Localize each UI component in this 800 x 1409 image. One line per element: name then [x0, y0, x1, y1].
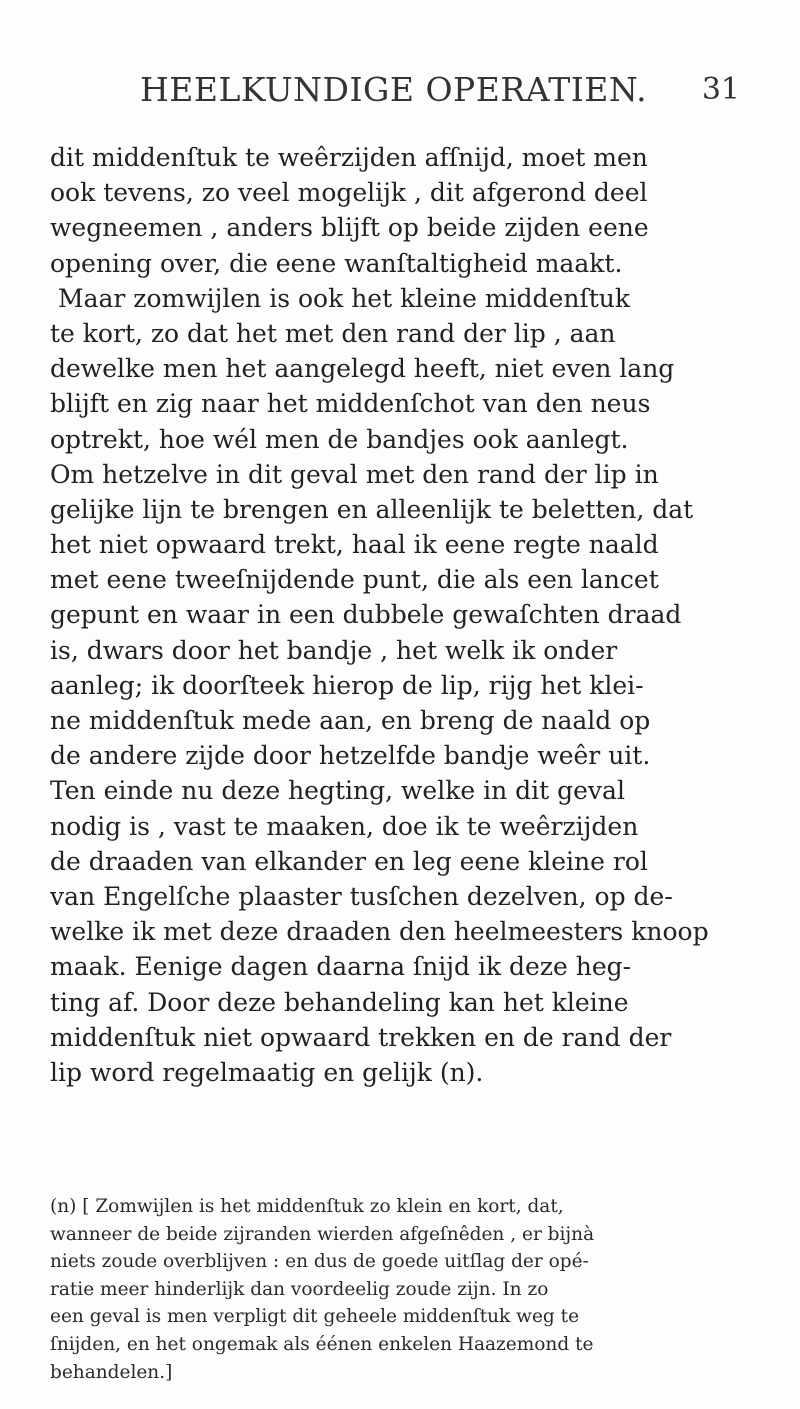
body-text	[50, 140, 750, 1090]
text-line: Ten einde nu deze hegting, welke in dit geval	[50, 776, 625, 806]
footnote-line: een geval is men verpligt dit geheele middenſtuk weg te	[50, 1306, 580, 1328]
footnote-line: ratie meer hinderlijk dan voordeelig zoude zijn. In zo	[50, 1278, 549, 1300]
text-line: dewelke men het aangelegd heeft, niet even lang	[50, 354, 675, 384]
text-line: middenſtuk niet opwaard trekken en de rand der	[50, 1022, 672, 1052]
text-line: van Engelſche plaaster tusſchen dezelven, op de-	[50, 881, 673, 911]
text-line: ook tevens, zo veel mogelijk , dit afgerond deel	[50, 178, 648, 208]
running-head	[140, 70, 740, 114]
page-number: 31	[701, 72, 740, 107]
text-line: Maar zomwijlen is ook het kleine middenſtuk	[58, 283, 631, 313]
text-line: aanleg; ik doorſteek hierop de lip, rijg het klei-	[50, 670, 644, 700]
footnote-line: niets zoude overblijven : en dus de goede uitſlag der opé-	[50, 1251, 589, 1273]
text-line: welke ik met deze draaden den heelmeesters knoop	[50, 917, 709, 947]
text-line: de draaden van elkander en leg eene kleine rol	[50, 846, 648, 876]
text-line: opening over, die eene wanſtaltigheid maakt.	[50, 248, 623, 278]
text-line: optrekt, hoe wél men de bandjes ook aanlegt.	[50, 424, 629, 454]
text-line: ting af. Door deze behandeling kan het kleine	[50, 987, 629, 1017]
text-line: Om hetzelve in dit geval met den rand der lip in	[50, 459, 659, 489]
text-line: nodig is , vast te maaken, doe ik te weêrzijden	[50, 811, 639, 841]
text-line: te kort, zo dat het met den rand der lip , aan	[50, 318, 616, 348]
footnote-line: (n) [ Zomwijlen is het middenſtuk zo klein en kort, dat,	[50, 1196, 564, 1217]
text-line: maak. Eenige dagen daarna ſnijd ik deze heg-	[50, 952, 632, 982]
footnote	[50, 1193, 750, 1386]
footnote-line: behandelen.]	[50, 1361, 173, 1383]
text-line: gelijke lijn te brengen en alleenlijk te beletten, dat	[50, 494, 694, 524]
text-line: wegneemen , anders blijft op beide zijden eene	[50, 213, 649, 243]
text-line: is, dwars door het bandje , het welk ik onder	[50, 635, 618, 665]
text-line: dit middenſtuk te weêrzijden afſnijd, moet men	[50, 143, 648, 172]
footnote-line: wanneer de beide zijranden wierden afgeſnêden , er bijnà	[50, 1223, 595, 1245]
text-line: lip word regelmaatig en gelijk (n).	[50, 1057, 484, 1087]
running-title: HEELKUNDIGE OPERATIEN.	[140, 70, 648, 109]
text-line: ne middenſtuk mede aan, en breng de naald op	[50, 706, 651, 735]
text-line: met eene tweeſnijdende punt, die als een lancet	[50, 565, 659, 595]
text-line: gepunt en waar in een dubbele gewaſchten draad	[50, 600, 682, 630]
text-line: het niet opwaard trekt, haal ik eene regte naald	[50, 530, 659, 560]
text-line: blijft en zig naar het middenſchot van den neus	[50, 389, 651, 419]
text-line: de andere zijde door hetzelfde bandje weêr uit.	[50, 741, 651, 771]
footnote-line: ſnijden, en het ongemak als éénen enkelen Haazemond te	[50, 1333, 594, 1355]
